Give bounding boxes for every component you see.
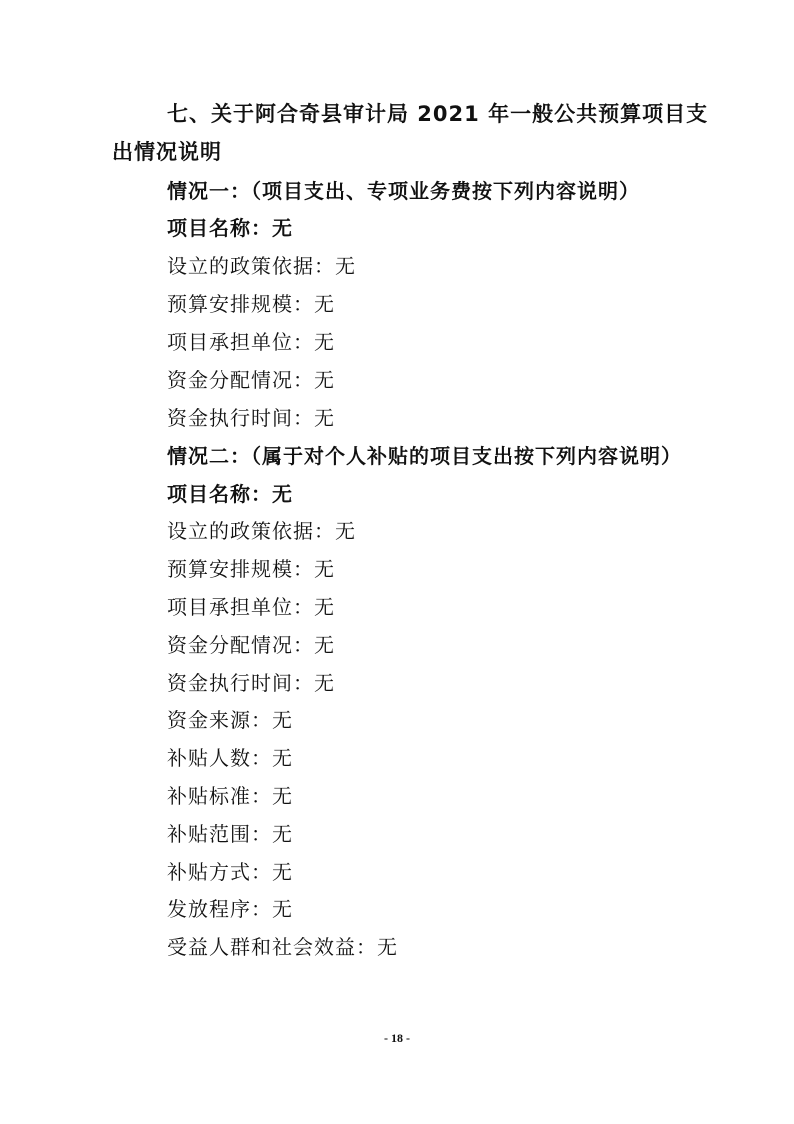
case1-policy-basis: 设立的政策依据：无	[167, 254, 356, 278]
case2-policy-basis: 设立的政策依据：无	[167, 519, 356, 543]
case1-project-name: 项目名称：无	[167, 216, 293, 240]
case1-undertaking-unit: 项目承担单位：无	[167, 330, 335, 354]
case1-budget-scale: 预算安排规模：无	[167, 292, 335, 316]
case1-heading: 情况一：（项目支出、专项业务费按下列内容说明）	[167, 179, 640, 203]
case2-budget-scale: 预算安排规模：无	[167, 557, 335, 581]
case2-undertaking-unit: 项目承担单位：无	[167, 595, 335, 619]
case2-subsidy-standard: 补贴标准：无	[167, 784, 293, 808]
case2-heading: 情况二：（属于对个人补贴的项目支出按下列内容说明）	[167, 444, 682, 468]
case2-beneficiaries: 受益人群和社会效益：无	[167, 935, 398, 959]
case1-fund-allocation: 资金分配情况：无	[167, 368, 335, 392]
case2-project-name: 项目名称：无	[167, 482, 293, 506]
section-title-line-2: 出情况说明	[112, 140, 222, 164]
case2-distribution-procedure: 发放程序：无	[167, 897, 293, 921]
case2-fund-allocation: 资金分配情况：无	[167, 633, 335, 657]
section-title-line-1: 七、关于阿合奇县审计局 2021 年一般公共预算项目支	[167, 102, 709, 126]
case2-subsidy-method: 补贴方式：无	[167, 860, 293, 884]
case2-subsidy-scope: 补贴范围：无	[167, 822, 293, 846]
case2-fund-source: 资金来源：无	[167, 708, 293, 732]
case2-subsidy-count: 补贴人数：无	[167, 746, 293, 770]
case2-execution-time: 资金执行时间：无	[167, 671, 335, 695]
page-number: - 18 -	[384, 1031, 410, 1045]
case1-execution-time: 资金执行时间：无	[167, 406, 335, 430]
